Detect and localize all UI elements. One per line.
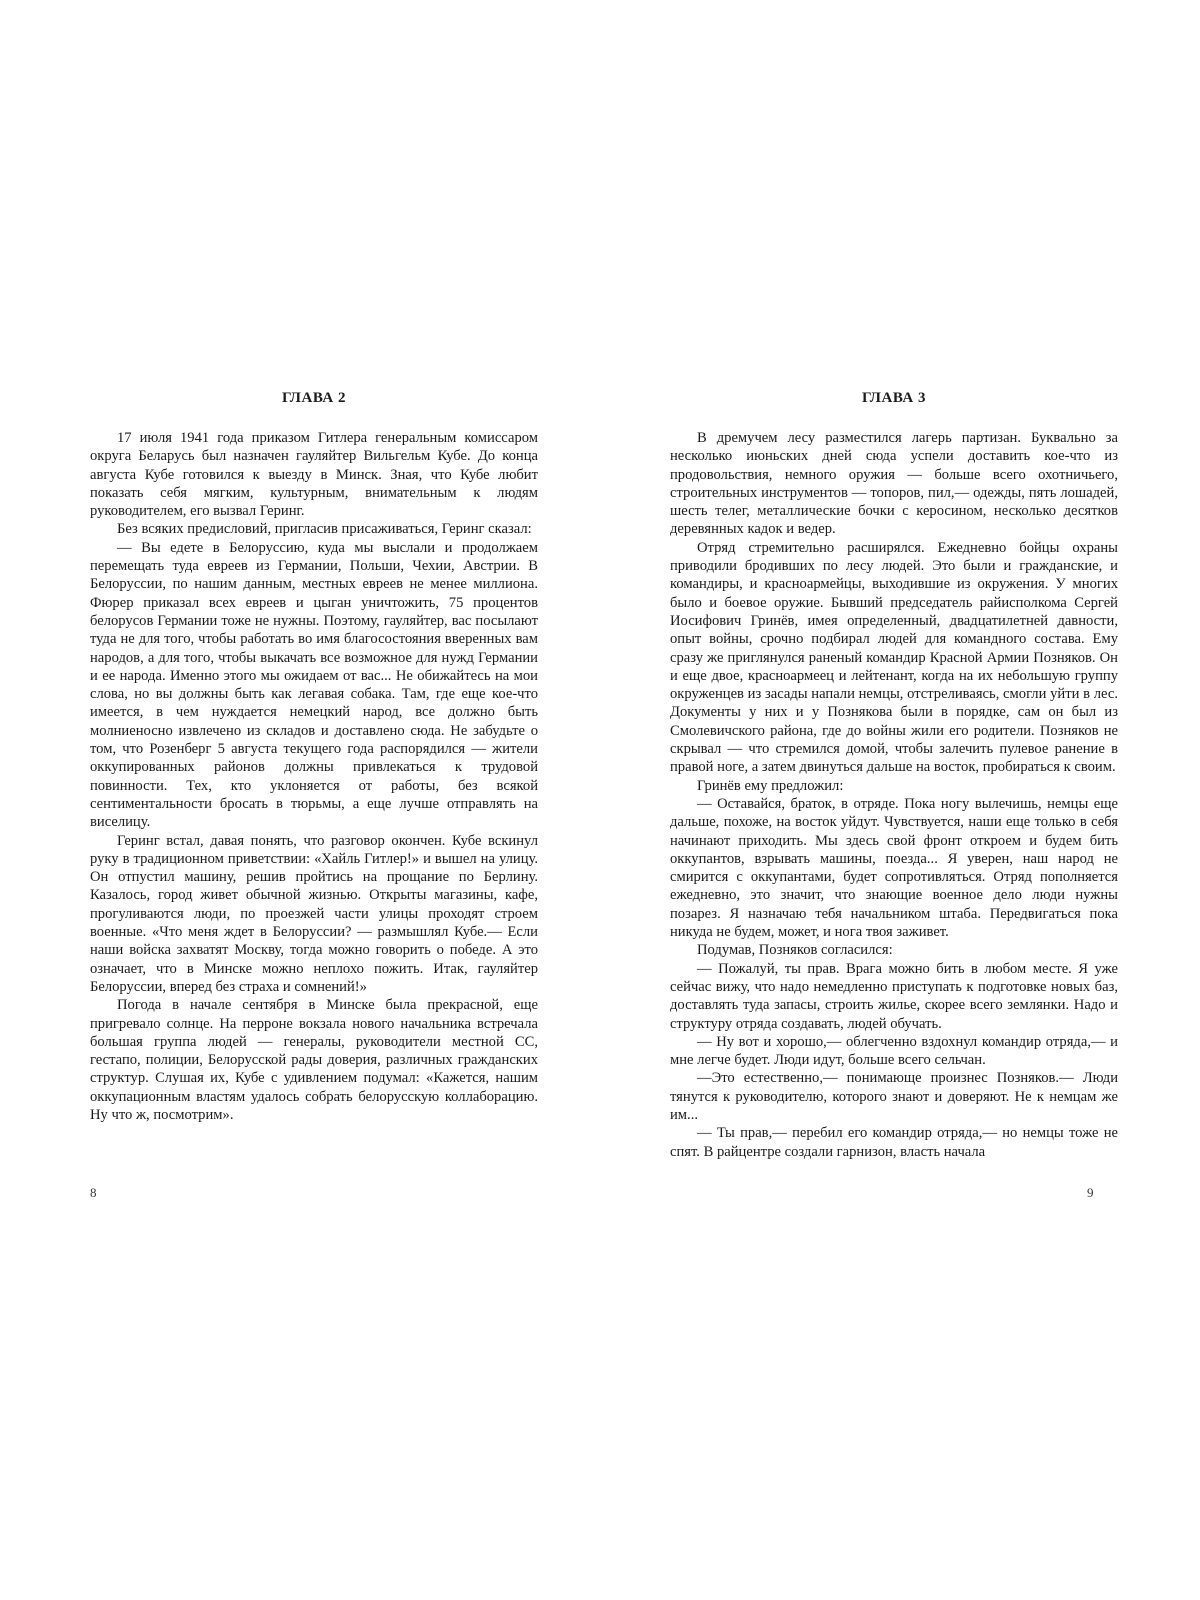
paragraph: 17 июля 1941 года приказом Гитлера генеральным комиссаром округа Беларусь был назначен гауляйтер Вильгельм Кубе. До конца августа Кубе готовился к выезду в Минск. Зная, что Кубе любит показать себя мягким, культурным, внимательным к людям руководителем, его вызвал Геринг.	[90, 430, 538, 520]
paragraph: Гринёв ему предложил:	[697, 777, 844, 794]
right-page-text	[670, 429, 1118, 1161]
paragraph: Отряд стремительно расширялся. Ежедневно бойцы охраны приводили бродивших по лесу людей. Это были и гражданские, и командиры, и красноармейцы, выходившие из окружения. У многих было и боевое оружие. Бывший председатель райисполкома Сергей Иосифович Гринёв, имея определенный, двадцатилетней давности, опыт войны, срочно подбирал людей для командного состава. Ему сразу же приглянулся раненый командир Красной Армии Позняков. Он и еще двое, красноармеец и лейтенант, когда на их небольшую группу окруженцев из засады напали немцы, отстреливаясь, смогли уйти в лес. Документы у них и у Познякова были в порядке, сам он был из Смолевичского района, где до войны жили его родители. Позняков не скрывал — что стремился домой, чтобы залечить пулевое ранение в правой ноге, а затем двинуться дальше на восток, пробираться к своим.	[670, 539, 1118, 776]
paragraph: — Оставайся, браток, в отряде. Пока ногу вылечишь, немцы еще дальше, похоже, на восток уйдут. Чувствуется, наши еще только в себя начинают приходить. Мы здесь свой фронт откроем и будем бить оккупантов, взрывать машины, поезда... Я уверен, наш народ не смирится с оккупантами, будет сопротивляться. Отряд пополняется ежедневно, это значит, что знающие военное дело люди нужны позарез. Я назначаю тебя начальником штаба. Передвигаться пока никуда не будем, может, и нога твоя заживет.	[670, 795, 1118, 941]
chapter-title-3: ГЛАВА 3	[862, 390, 926, 406]
paragraph: — Вы едете в Белоруссию, куда мы выслали и продолжаем перемещать туда евреев из Германии, Польши, Чехии, Австрии. В Белоруссии, по нашим данным, местных евреев не менее миллиона. Фюрер приказал всех евреев и цыган уничтожить, 75 процентов белорусов Германии тоже не нужны. Поэтому, гауляйтер, вас посылают туда не для того, чтобы работать во имя благосостояния вверенных вам народов, а для того, чтобы выкачать все возможное для нужд Германии и ее народа. Именно этого мы ожидаем от вас... Не обижайтесь на мои слова, но вы должны быть как легавая собака. Там, где еще кое-что имеется, в чем нуждается немецкий народ, все должно быть молниеносно извлечено из складов и доставлено сюда. Не забудьте о том, что Розенберг 5 августа текущего года распорядился — жители оккупированных районов должны привлекаться к трудовой повинности. Тех, кто уклоняется от работы, без всякой сентиментальности бросать в тюрьмы, а еще лучше отправлять на виселицу.	[90, 539, 538, 831]
paragraph: — Ты прав,— перебил его командир отряда,— но немцы тоже не спят. В райцентре создали гарнизон, власть начала	[670, 1125, 1118, 1160]
paragraph: Без всяких предисловий, пригласив присаживаться, Геринг сказал:	[117, 521, 532, 538]
paragraph: Геринг встал, давая понять, что разговор окончен. Кубе вскинул руку в традиционном приветствии: «Хайль Гитлер!» и вышел на улицу. Он отпустил машину, решив пройтись на прощание по Берлину. Казалось, город живет обычной жизнью. Открыты магазины, кафе, прогуливаются люди, по проезжей части улицы проходят строем военные. «Что меня ждет в Белоруссии? — размышлял Кубе.— Если наши войска захватят Москву, тогда можно говорить о победе. А это означает, что в Минске можно неплохо пожить. Итак, гауляйтер Белоруссии, вперед без страха и сомнений!»	[90, 832, 538, 995]
paragraph: В дремучем лесу разместился лагерь партизан. Буквально за несколько июньских дней сюда успели доставить кое-что из продовольствия, немного оружия — больше всего охотничьего, строительных инструментов — топоров, пил,— одежды, пять лошадей, шесть телег, металлические бочки с керосином, несколько десятков деревянных кадок и ведер.	[670, 430, 1118, 538]
paragraph: — Ну вот и хорошо,— облегченно вздохнул командир отряда,— и мне легче будет. Люди идут, больше всего сельчан.	[670, 1033, 1118, 1069]
left-page-text	[90, 429, 538, 1124]
page-number-left: 8	[90, 1185, 97, 1200]
left-page	[90, 388, 538, 1124]
right-page	[670, 388, 1118, 1161]
paragraph: — Пожалуй, ты прав. Врага можно бить в любом месте. Я уже сейчас вижу, что надо немедленно приступать к подготовке новых баз, доставлять туда запасы, строить жилье, скорее всего землянки. Надо и структуру отряда создавать, людей обучать.	[670, 960, 1118, 1032]
paragraph: Подумав, Позняков согласился:	[697, 942, 893, 959]
chapter-title-2: ГЛАВА 2	[282, 390, 346, 406]
page-number-right: 9	[1087, 1185, 1094, 1200]
paragraph: Погода в начале сентября в Минске была прекрасной, еще пригревало солнце. На перроне вокзала нового начальника встречала большая группа людей — генералы, руководители местной СС, гестапо, полиции, Белорусской рады доверия, различных гражданских структур. Слушая их, Кубе с удивлением подумал: «Кажется, нашим оккупационным властям удалось собрать белорусскую коллаборацию. Ну что ж, посмотрим».	[90, 997, 538, 1123]
paragraph: —Это естественно,— понимающе произнес Позняков.— Люди тянутся к руководителю, которого знают и доверяют. Не к немцам же им...	[670, 1070, 1118, 1123]
